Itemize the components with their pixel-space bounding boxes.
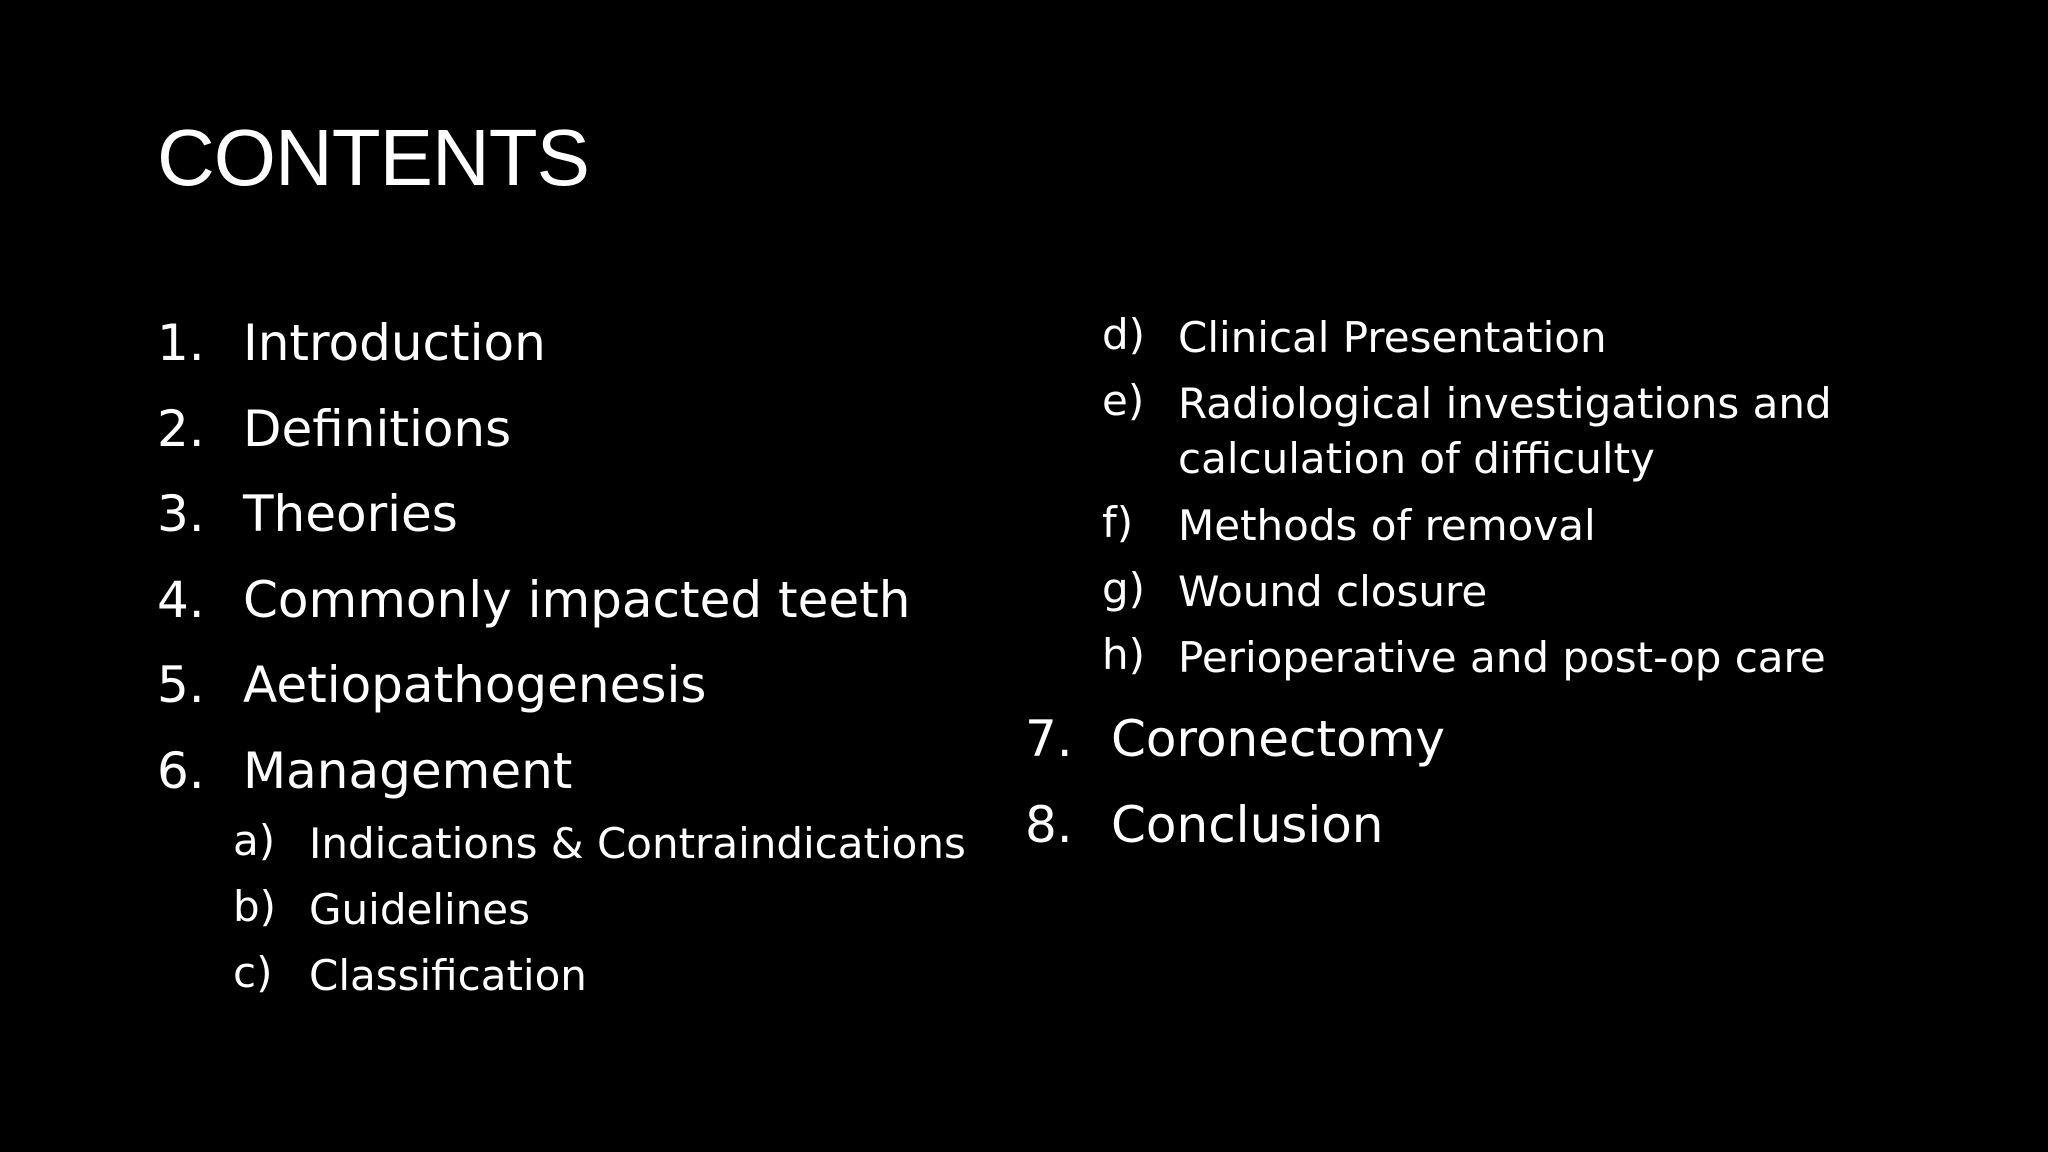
- list-label: Conclusion: [1111, 796, 1384, 854]
- list-item-coronectomy: [1025, 711, 1445, 769]
- sublist-item-radiological-investigations: [1102, 377, 1832, 486]
- list-item-theories: [157, 486, 458, 544]
- list-item-commonly-impacted-teeth: [157, 572, 910, 630]
- sublist-label: Classification: [309, 951, 587, 1000]
- list-label: Coronectomy: [1111, 710, 1445, 768]
- sublist-item-classification: [233, 949, 587, 1004]
- list-number: 2.: [157, 400, 205, 458]
- sublist-item-wound-closure: [1102, 565, 1487, 620]
- slide-title: CONTENTS: [157, 113, 589, 202]
- sublist-label-line-1: Radiological investigations and: [1178, 379, 1832, 428]
- sublist-label: Methods of removal: [1178, 501, 1596, 550]
- list-item-aetiopathogenesis: [157, 657, 706, 715]
- sublist-item-indications: [233, 817, 966, 872]
- sublist-label: Clinical Presentation: [1178, 313, 1607, 362]
- sublist-letter: b): [233, 882, 277, 931]
- list-number: 8.: [1025, 796, 1073, 854]
- sublist-letter: a): [233, 816, 276, 865]
- sublist-label: Wound closure: [1178, 567, 1488, 616]
- list-label: Theories: [243, 485, 458, 543]
- sublist-label-line-2: calculation of difficulty: [1178, 433, 1655, 483]
- sublist-label: [1178, 377, 1832, 486]
- list-label: Commonly impacted teeth: [243, 571, 911, 629]
- sublist-letter: e): [1102, 376, 1145, 425]
- list-number: 7.: [1025, 710, 1073, 768]
- sublist-item-methods-of-removal: [1102, 499, 1596, 554]
- sublist-letter: f): [1102, 498, 1134, 547]
- sublist-label: Perioperative and post-op care: [1178, 633, 1826, 682]
- list-label: Introduction: [243, 314, 546, 372]
- sublist-letter: g): [1102, 564, 1146, 613]
- list-label: Definitions: [243, 400, 512, 458]
- sublist-item-clinical-presentation: [1102, 311, 1607, 366]
- sublist-label: Guidelines: [309, 885, 531, 934]
- list-item-introduction: [157, 315, 546, 373]
- sublist-letter: h): [1102, 630, 1146, 679]
- sublist-label: Indications & Contraindications: [309, 819, 966, 868]
- list-number: 1.: [157, 314, 205, 372]
- list-item-conclusion: [1025, 797, 1384, 855]
- sublist-item-guidelines: [233, 883, 530, 938]
- list-item-management: [157, 743, 572, 801]
- list-item-definitions: [157, 401, 511, 459]
- list-label: Aetiopathogenesis: [243, 656, 707, 714]
- list-number: 3.: [157, 485, 205, 543]
- list-number: 5.: [157, 656, 205, 714]
- list-label: Management: [243, 742, 573, 800]
- list-number: 6.: [157, 742, 205, 800]
- sublist-letter: c): [233, 948, 273, 997]
- list-number: 4.: [157, 571, 205, 629]
- sublist-item-perioperative-care: [1102, 631, 1826, 686]
- sublist-letter: d): [1102, 310, 1146, 359]
